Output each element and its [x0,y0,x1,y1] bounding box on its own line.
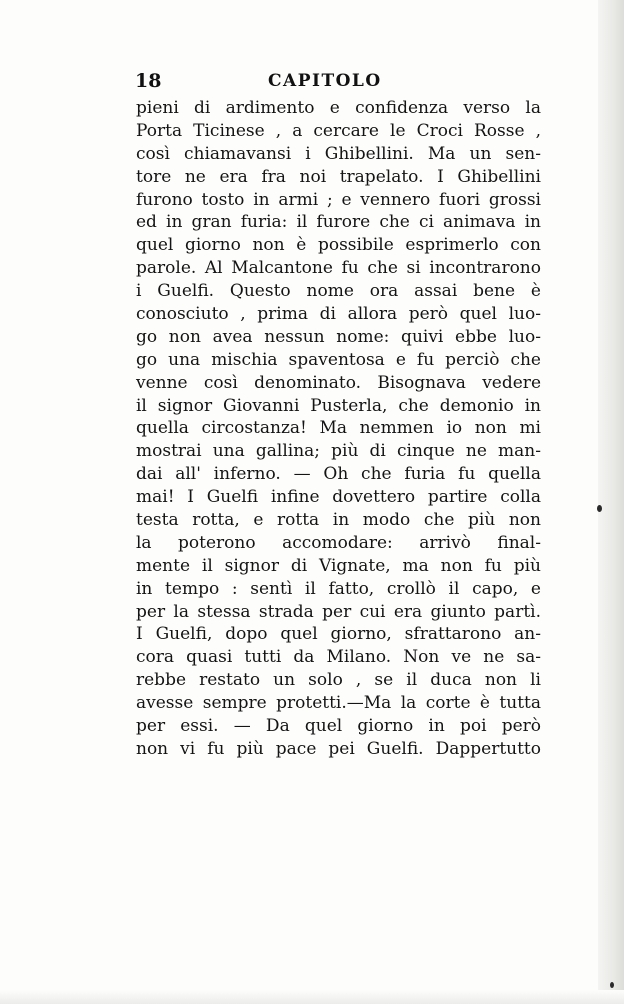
ink-speck [597,505,602,512]
text-line: la poterono accomodare: arrivò final- [136,532,541,553]
text-line: venne così denominato. Bisognava vedere [136,372,541,393]
ink-speck [610,982,614,988]
text-line: il signor Giovanni Pusterla, che demonio in [136,395,541,416]
page-header [135,70,545,96]
text-line: quella circostanza! Ma nemmen io non mi [136,418,541,439]
text-line: per la stessa strada per cui era giunto partì. [136,601,541,622]
text-line: I Guelfi, dopo quel giorno, sfrattarono an- [136,624,541,645]
body-text [136,97,541,761]
text-line: mai! I Guelfi infine dovettero partire colla [136,487,541,508]
text-line: avesse sempre protetti.—Ma la corte è tutta [136,693,541,714]
page-number: 18 [135,70,162,92]
text-line: parole. Al Malcantone fu che si incontrarono [136,258,541,279]
text-line: ed in gran furia: il furore che ci animava in [136,212,541,233]
text-line: tore ne era fra noi trapelato. I Ghibellini [136,166,541,187]
text-line: i Guelfi. Questo nome ora assai bene è [136,281,541,302]
text-line: per essi. — Da quel giorno in poi però [136,716,541,737]
text-line: rebbe restato un solo , se il duca non li [136,670,541,691]
text-line: furono tosto in armi ; e vennero fuori grossi [136,189,541,210]
text-line: così chiamavansi i Ghibellini. Ma un sen- [136,143,541,164]
text-line: Porta Ticinese , a cercare le Croci Rosse , [136,120,541,141]
text-line: mente il signor di Vignate, ma non fu più [136,555,541,576]
page-edge-shadow [598,0,624,1004]
text-line: dai all' inferno. — Oh che furia fu quella [136,464,541,485]
text-line: pieni di ardimento e confidenza verso la [136,98,541,118]
running-title: CAPITOLO [268,71,382,91]
text-line: conosciuto , prima di allora però quel luo- [136,304,541,325]
page-bottom-shadow [0,990,624,1004]
text-line: mostrai una gallina; più di cinque ne man- [136,441,541,462]
text-line: go non avea nessun nome: quivi ebbe luo- [136,326,541,347]
text-line: quel giorno non è possibile esprimerlo con [136,235,541,256]
text-line: testa rotta, e rotta in modo che più non [136,510,541,531]
text-line: non vi fu più pace pei Guelfi. Dappertutto [136,738,541,759]
text-line: in tempo : sentì il fatto, crollò il capo, e [136,578,541,599]
text-line: go una mischia spaventosa e fu perciò che [136,349,541,370]
text-line: cora quasi tutti da Milano. Non ve ne sa- [136,647,541,668]
